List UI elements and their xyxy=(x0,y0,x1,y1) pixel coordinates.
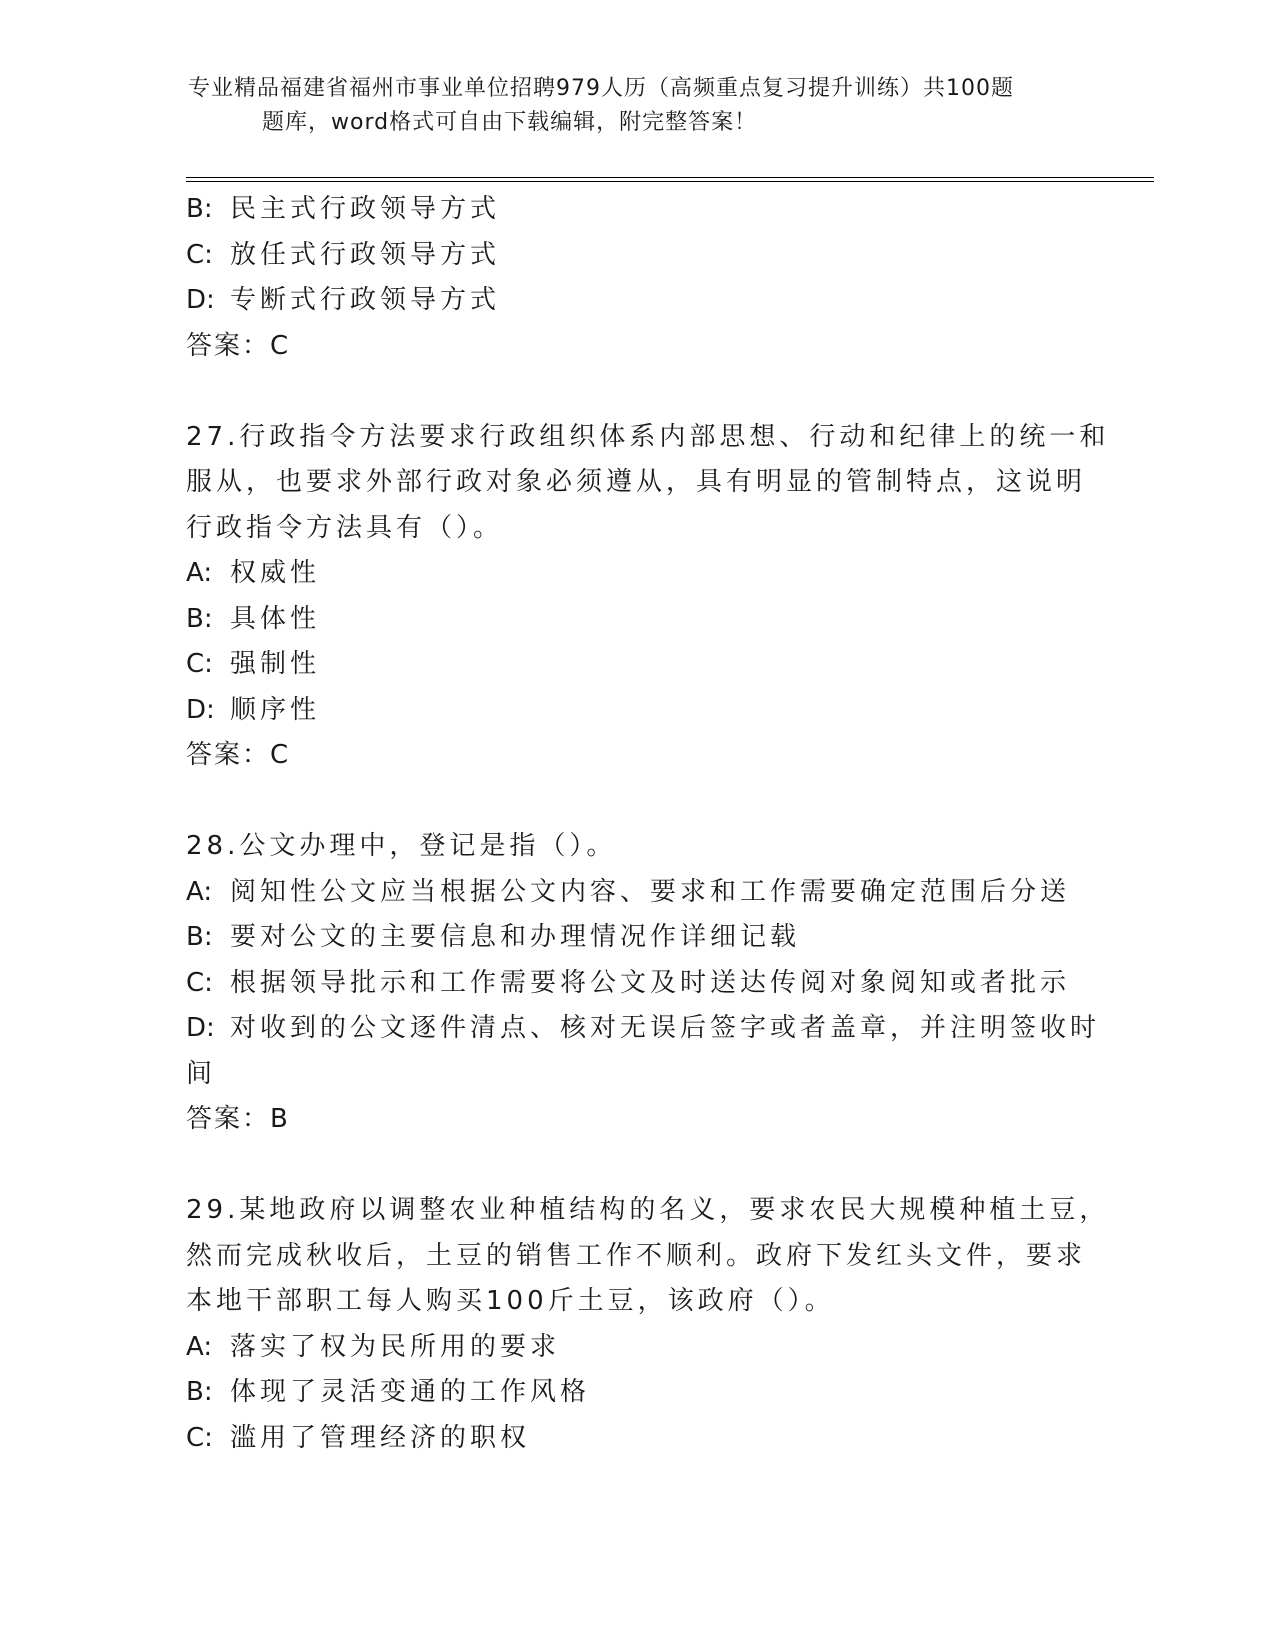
option-a xyxy=(186,551,1076,597)
question-29 xyxy=(186,1188,1110,1461)
option-label: A: xyxy=(186,558,213,588)
option-d xyxy=(186,1006,1101,1052)
header-title-line-2: 题库，word格式可自由下载编辑，附完整答案！ xyxy=(262,110,758,135)
option-label: B: xyxy=(186,603,213,634)
previous-question-fragment xyxy=(186,187,1076,369)
option-d xyxy=(186,688,1076,734)
option-text: 滥用了管理经济的职权 xyxy=(230,1422,531,1453)
answer-line: 答案：C xyxy=(186,330,291,361)
option-text: 对收到的公文逐件清点、核对无误后签字或者盖章，并注明签收时 xyxy=(230,1013,1101,1043)
header-title-line-1: 专业精品福建省福州市事业单位招聘979人历（高频重点复习提升训练）共100题 xyxy=(188,76,1014,101)
answer-line: 答案：C xyxy=(186,740,291,770)
option-text: 民主式行政领导方式 xyxy=(230,194,501,224)
option-continuation: 间 xyxy=(186,1058,217,1089)
option-label: C: xyxy=(186,239,213,270)
document-body xyxy=(186,187,1110,1461)
question-stem-line: 行政指令方法具有（）。 xyxy=(186,512,504,543)
option-a xyxy=(186,870,1076,916)
answer-line: 答案：B xyxy=(186,1104,290,1134)
spacer xyxy=(186,779,1076,825)
option-text: 要对公文的主要信息和办理情况作详细记载 xyxy=(230,922,801,952)
option-d xyxy=(186,278,1076,324)
option-text: 落实了权为民所用的要求 xyxy=(230,1331,561,1362)
question-stem-line: 28.公文办理中，登记是指（）。 xyxy=(186,831,617,861)
question-stem-line: 本地干部职工每人购买100斤土豆，该政府（）。 xyxy=(186,1286,835,1316)
option-b xyxy=(186,187,1076,233)
option-label: D: xyxy=(186,694,215,725)
question-27 xyxy=(186,415,1110,779)
question-stem-line: 服从，也要求外部行政对象必须遵从，具有明显的管制特点，这说明 xyxy=(186,467,1087,497)
option-text: 具体性 xyxy=(230,603,321,634)
option-label: D: xyxy=(186,285,215,315)
option-text: 专断式行政领导方式 xyxy=(230,285,501,315)
option-text: 放任式行政领导方式 xyxy=(230,239,501,270)
option-text: 顺序性 xyxy=(230,694,321,725)
question-28 xyxy=(186,824,1101,1143)
option-label: C: xyxy=(186,649,213,679)
option-label: A: xyxy=(186,876,213,907)
option-label: B: xyxy=(186,194,213,224)
option-label: C: xyxy=(186,967,213,998)
question-stem-line: 然而完成秋收后，土豆的销售工作不顺利。政府下发红头文件，要求 xyxy=(186,1240,1087,1271)
question-stem-line: 27.行政指令方法要求行政组织体系内部思想、行动和纪律上的统一和 xyxy=(186,421,1110,452)
question-stem-line: 29.某地政府以调整农业种植结构的名义，要求农民大规模种植土豆， xyxy=(186,1195,1110,1225)
option-c xyxy=(186,961,1076,1007)
option-label: B: xyxy=(186,1377,213,1407)
option-text: 强制性 xyxy=(230,649,321,679)
option-b xyxy=(186,915,1076,961)
option-text: 根据领导批示和工作需要将公文及时送达传阅对象阅知或者批示 xyxy=(230,967,1071,998)
spacer xyxy=(186,1143,1076,1189)
option-c xyxy=(186,1416,1076,1462)
option-label: B: xyxy=(186,922,213,952)
spacer xyxy=(186,369,1076,415)
option-text: 阅知性公文应当根据公文内容、要求和工作需要确定范围后分送 xyxy=(230,876,1071,907)
option-text: 权威性 xyxy=(230,558,321,588)
option-text: 体现了灵活变通的工作风格 xyxy=(230,1377,591,1407)
option-a xyxy=(186,1325,1076,1371)
header-rule-thin xyxy=(186,177,1154,178)
option-c xyxy=(186,233,1076,279)
option-c xyxy=(186,642,1076,688)
option-label: D: xyxy=(186,1013,215,1043)
option-label: C: xyxy=(186,1422,213,1453)
option-b xyxy=(186,597,1076,643)
header-rule-thick xyxy=(186,181,1154,182)
option-b xyxy=(186,1370,1076,1416)
option-label: A: xyxy=(186,1331,213,1362)
